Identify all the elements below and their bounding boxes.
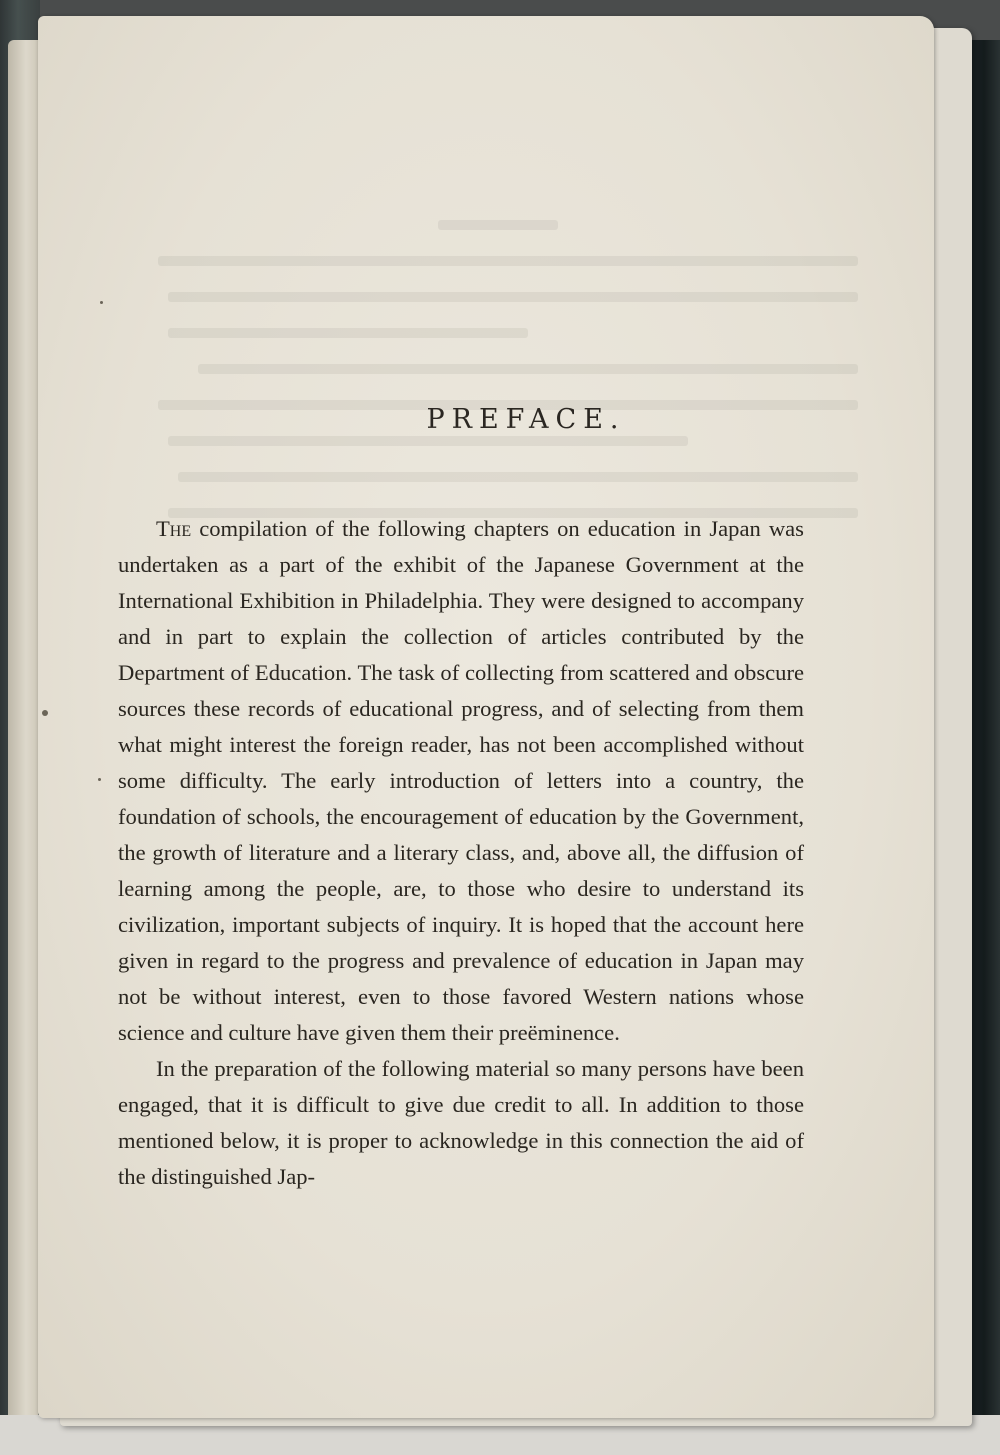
- paragraph-2-text: In the preparation of the following material so many persons have been engaged, that it is difficult to give due credit to all. In addition to those mentioned below, it is proper to acknowledge in this connection the aid of the distinguished Jap-: [118, 1056, 804, 1189]
- left-book-cover: [0, 0, 40, 1455]
- paragraph-2: [118, 1051, 804, 1195]
- paragraph-1: [118, 511, 804, 1051]
- paper-speck: [100, 301, 103, 304]
- previous-page-edge: [8, 40, 38, 1440]
- preface-body: [118, 511, 804, 1195]
- paper-speck: [42, 710, 48, 716]
- show-through-text: [138, 206, 858, 530]
- paragraph-1-text: compilation of the following chapters on education in Japan was undertaken as a part of the exhibit of the Japanese Government at the International Exhibition in Philadelphia. They were designed to accompany and in part to explain the collection of articles contributed by the Department of Education. The task of collecting from scattered and obscure sources these records of educational progress, and of selecting from them what might interest the foreign reader, has not been accomplished without some difficulty. The early introduction of letters into a country, the foundation of schools, the encouragement of education by the Government, the growth of literature and a literary class, and, above all, the diffusion of learning among the people, are, to those who desire to understand its civilization, important subjects of inquiry. It is hoped that the account here given in regard to the progress and prevalence of education in Japan may not be without interest, even to those favored Western nations whose science and culture have given them their preëminence.: [118, 516, 804, 1045]
- page-title: PREFACE.: [426, 404, 626, 435]
- book-page: [38, 16, 934, 1418]
- paragraph-1-lead: The: [156, 516, 192, 541]
- paper-speck: [98, 778, 101, 781]
